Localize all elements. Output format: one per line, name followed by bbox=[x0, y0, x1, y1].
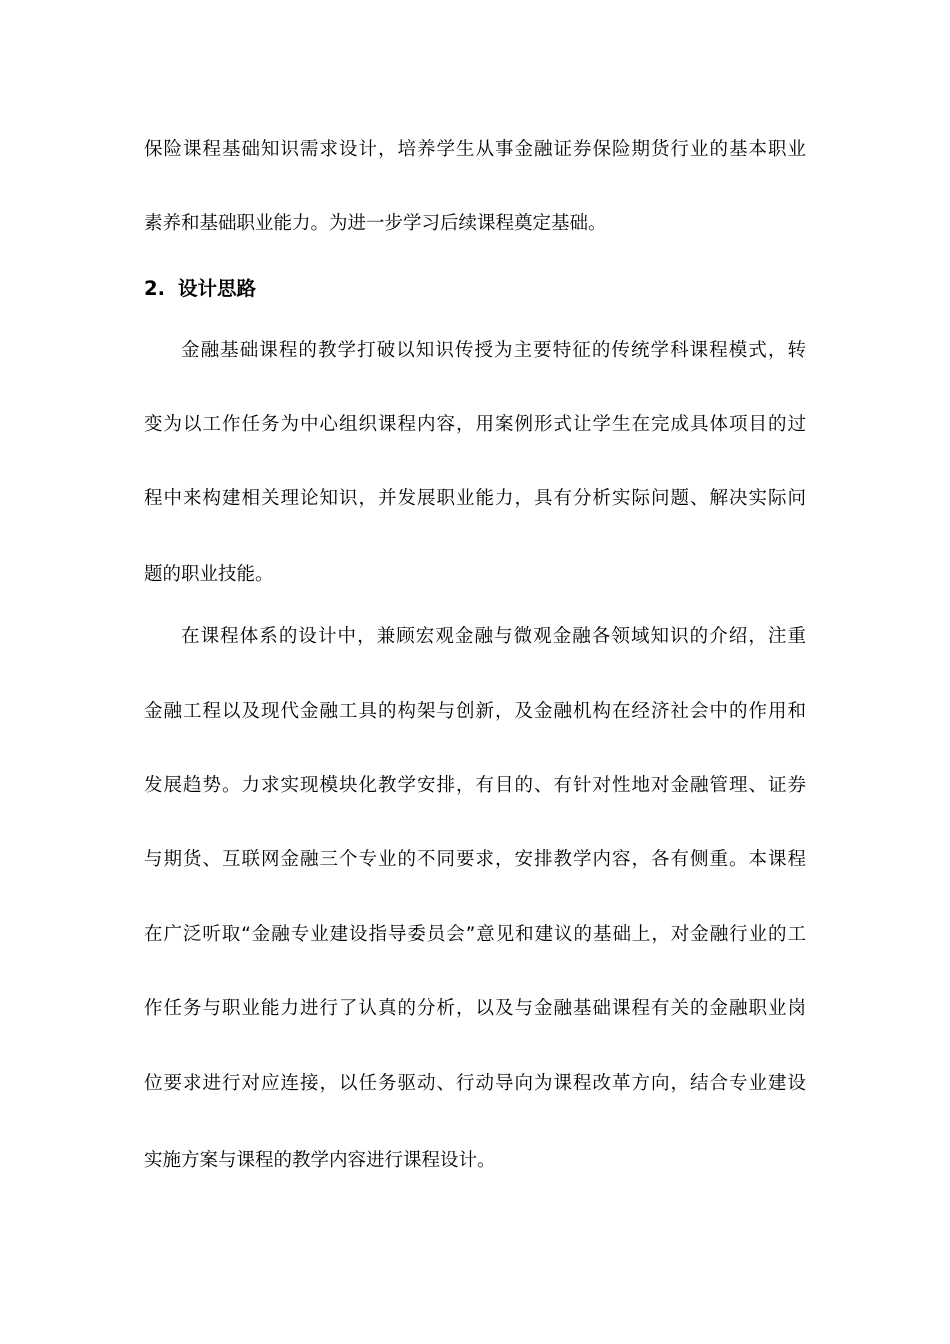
paragraph2-line-6: 作任务与职业能力进行了认真的分析，以及与金融基础课程有关的金融职业岗 bbox=[144, 998, 806, 1019]
section-number: 2. bbox=[144, 277, 165, 300]
paragraph1-line-3: 程中来构建相关理论知识，并发展职业能力，具有分析实际问题、解决实际问 bbox=[144, 488, 806, 509]
paragraph2-line-3: 发展趋势。力求实现模块化教学安排，有目的、有针对性地对金融管理、证券 bbox=[144, 775, 806, 796]
paragraph1-line-1: 金融基础课程的教学打破以知识传授为主要特征的传统学科课程模式，转 bbox=[181, 340, 806, 361]
section-heading bbox=[144, 275, 256, 303]
section-title: 设计思路 bbox=[178, 277, 257, 300]
paragraph2-line-5: 在广泛听取“金融专业建设指导委员会”意见和建议的基础上，对金融行业的工 bbox=[144, 924, 806, 945]
paragraph1-line-4: 题的职业技能。 bbox=[144, 564, 274, 585]
paragraph2-line-8: 实施方案与课程的教学内容进行课程设计。 bbox=[144, 1150, 496, 1171]
intro-line-1: 保险课程基础知识需求设计，培养学生从事金融证券保险期货行业的基本职业 bbox=[144, 139, 806, 160]
paragraph1-line-2: 变为以工作任务为中心组织课程内容，用案例形式让学生在完成具体项目的过 bbox=[144, 414, 806, 435]
paragraph2-line-1: 在课程体系的设计中，兼顾宏观金融与微观金融各领域知识的介绍，注重 bbox=[181, 626, 806, 647]
paragraph2-line-4: 与期货、互联网金融三个专业的不同要求，安排教学内容，各有侧重。本课程 bbox=[144, 849, 806, 870]
intro-line-2: 素养和基础职业能力。为进一步学习后续课程奠定基础。 bbox=[144, 213, 607, 234]
paragraph2-line-7: 位要求进行对应连接，以任务驱动、行动导向为课程改革方向，结合专业建设 bbox=[144, 1073, 806, 1094]
paragraph2-line-2: 金融工程以及现代金融工具的构架与创新，及金融机构在经济社会中的作用和 bbox=[144, 701, 806, 722]
